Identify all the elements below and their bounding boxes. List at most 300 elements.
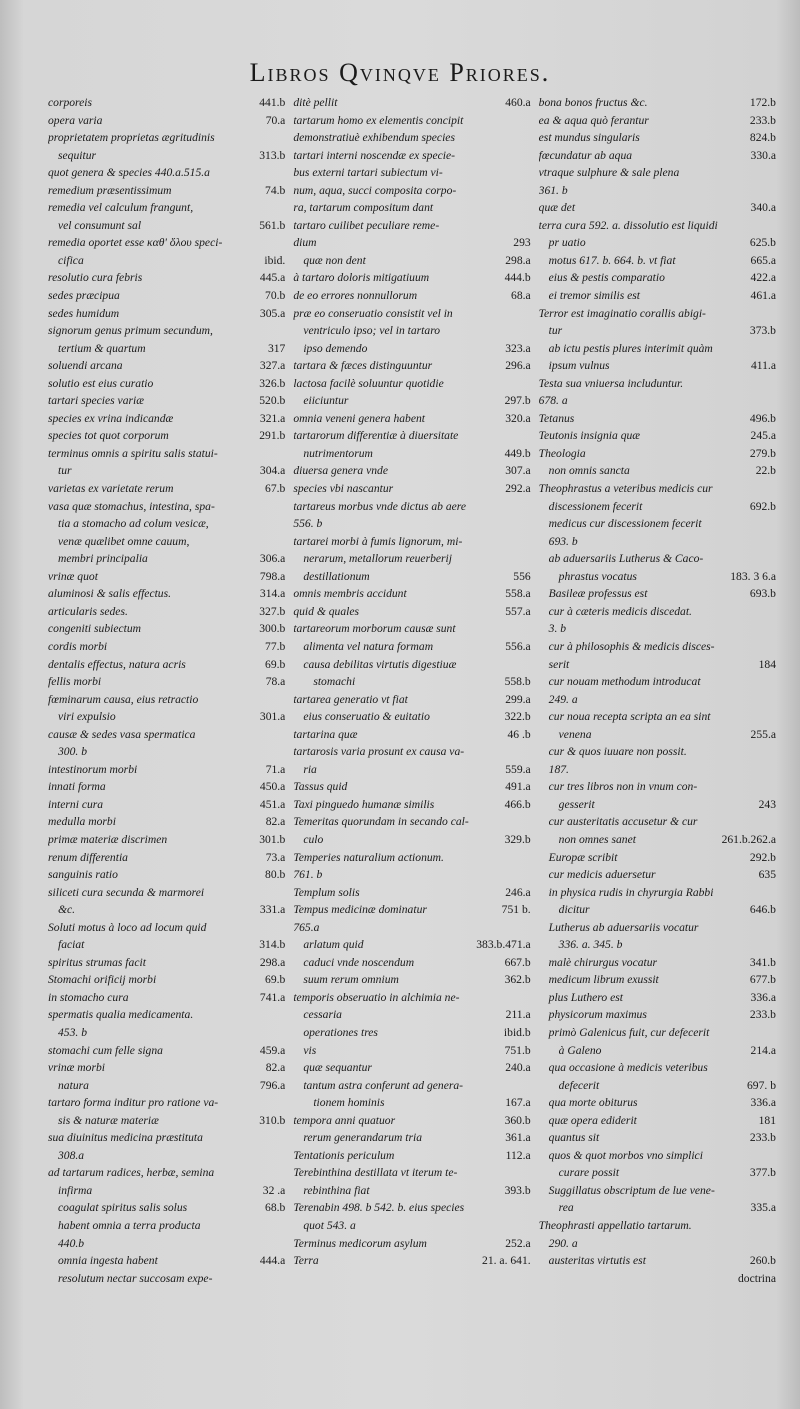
page-reference: 68.a <box>511 289 531 303</box>
page-reference: 556.a <box>505 639 531 653</box>
entry-text: defecerit <box>558 1078 600 1092</box>
index-entry <box>293 1059 530 1077</box>
index-entry <box>293 796 530 814</box>
index-entry <box>293 761 530 779</box>
entry-text: interni cura <box>48 797 104 811</box>
index-entry <box>539 1147 776 1165</box>
index-entry <box>48 989 285 1007</box>
index-entry <box>48 199 285 217</box>
page-reference: 320.a <box>505 411 531 425</box>
entry-text: qua morte obiturus <box>548 1096 638 1110</box>
page-reference: 73.a <box>265 850 286 864</box>
entry-text: curare possit <box>558 1166 620 1180</box>
index-entry <box>48 129 285 147</box>
entry-text: est mundus singularis <box>538 131 640 145</box>
page-reference: 449.b <box>504 446 531 460</box>
index-entry <box>293 708 530 726</box>
entry-text: 336. a. 345. b <box>558 938 623 952</box>
page-reference: 520.b <box>259 394 286 408</box>
page-reference: 422.a <box>750 271 776 285</box>
index-entry <box>48 673 285 691</box>
index-entry <box>293 971 530 989</box>
page-reference: 299.a <box>505 692 531 706</box>
index-entry <box>539 936 776 954</box>
entry-text: tempora anni quatuor <box>293 1113 396 1127</box>
entry-text: proprietatem proprietas ægritudinis <box>48 131 215 145</box>
page-reference: 697. b <box>747 1078 776 1092</box>
page-reference: 667.b <box>504 955 531 969</box>
entry-text: non omnes sanet <box>558 832 636 846</box>
index-entry <box>539 112 776 130</box>
index-entry <box>48 936 285 954</box>
page-reference: 245.a <box>750 429 776 443</box>
index-entry <box>293 445 530 463</box>
index-entry <box>48 954 285 972</box>
index-entry <box>539 498 776 516</box>
page-reference: 451.a <box>259 797 286 811</box>
index-entry <box>293 1006 530 1024</box>
entry-text: cur noua recepta scripta an ea sint <box>548 710 711 724</box>
page-reference: 751 b. <box>501 903 531 917</box>
entry-text: sedes præcipua <box>48 289 120 303</box>
entry-text: dentalis effectus, natura acris <box>48 657 186 671</box>
index-entry <box>293 515 530 533</box>
entry-text: eius & pestis comparatio <box>548 271 665 285</box>
page-reference: 22.b <box>755 464 776 478</box>
index-entry <box>293 322 530 340</box>
entry-text: nutrimentorum <box>303 446 373 460</box>
entry-text: ab aduersariis Lutherus & Caco- <box>548 552 704 566</box>
page-reference: 330.a <box>750 148 776 162</box>
page-reference: 361.a <box>505 1131 531 1145</box>
entry-text: terminus omnis a spiritu salis statui- <box>48 446 218 460</box>
index-entry <box>539 1217 776 1235</box>
entry-text: tionem hominis <box>313 1096 385 1110</box>
index-entry <box>48 1199 285 1217</box>
index-entry <box>48 217 285 235</box>
entry-text: articularis sedes. <box>48 604 128 618</box>
entry-text: de eo errores nonnullorum <box>293 289 418 303</box>
index-entry <box>48 1094 285 1112</box>
index-entry <box>48 1129 285 1147</box>
index-entry <box>539 147 776 165</box>
entry-text: cur à philosophis & medicis disces- <box>548 639 715 653</box>
entry-text: Tentationis periculum <box>293 1148 395 1162</box>
entry-text: Teutonis insignia quæ <box>538 429 641 443</box>
page-reference: 70.b <box>265 289 286 303</box>
index-entry <box>539 427 776 445</box>
page-reference: 233.b <box>749 1131 776 1145</box>
page-reference: 304.a <box>259 464 286 478</box>
index-entry <box>48 357 285 375</box>
entry-text: quos & quot morbos vno simplici <box>548 1148 703 1162</box>
index-entry <box>48 164 285 182</box>
entry-text: venena <box>558 727 592 741</box>
entry-text: quæ non dent <box>303 253 366 267</box>
index-entry <box>48 1024 285 1042</box>
entry-text: tartareorum morborum causæ sunt <box>293 622 456 636</box>
page-reference: 314.a <box>259 587 286 601</box>
entry-text: tartarina quæ <box>293 727 358 741</box>
entry-text: resolutio cura febris <box>48 271 143 285</box>
entry-text: remedium præsentissimum <box>48 183 172 197</box>
index-entry <box>293 1024 530 1042</box>
entry-text: species ex vrina indicandæ <box>48 411 174 425</box>
entry-text: sua diuinitus medicina præstituta <box>48 1131 203 1145</box>
page-reference: 635 <box>758 868 776 882</box>
entry-text: 453. b <box>58 1025 87 1039</box>
index-entry <box>293 1199 530 1217</box>
entry-text: quid & quales <box>293 604 360 618</box>
index-entry <box>293 269 530 287</box>
entry-text: Temeritas quorundam in secando cal- <box>293 815 469 829</box>
entry-text: nerarum, metallorum reuerberij <box>303 552 452 566</box>
entry-text: cifica <box>58 253 84 267</box>
page-reference: 305.a <box>259 306 286 320</box>
index-entry <box>293 410 530 428</box>
entry-text: Terebinthina destillata vt iterum te- <box>293 1166 458 1180</box>
entry-text: medicus cur discessionem fecerit <box>548 517 702 531</box>
index-entry <box>293 1077 530 1095</box>
page-reference: 741.a <box>259 990 286 1004</box>
entry-text: alimenta vel natura formam <box>303 639 434 653</box>
index-entry <box>539 884 776 902</box>
entry-text: austeritas virtutis est <box>548 1254 646 1268</box>
entry-text: diuersa genera vnde <box>293 464 388 478</box>
index-entry <box>293 866 530 884</box>
index-column-2 <box>293 94 530 1394</box>
index-entry <box>539 357 776 375</box>
entry-text: rebinthina fiat <box>303 1183 370 1197</box>
page-reference: 362.b <box>504 973 531 987</box>
index-entry <box>293 989 530 1007</box>
entry-text: stomachi <box>313 675 356 689</box>
entry-text: quot 543. a <box>303 1219 356 1232</box>
entry-text: tartarosis varia prosunt ex causa va- <box>293 745 465 759</box>
entry-text: 361. b <box>538 183 568 197</box>
page-reference: 71.a <box>265 762 286 776</box>
page-reference: 677.b <box>749 973 776 987</box>
entry-text: sis & naturæ materiæ <box>58 1113 159 1127</box>
index-entry <box>293 533 530 551</box>
index-entry <box>293 936 530 954</box>
entry-text: Basileæ professus est <box>548 587 648 601</box>
index-entry <box>48 269 285 287</box>
index-entry <box>48 182 285 200</box>
entry-text: Terra <box>293 1254 319 1268</box>
index-entry <box>293 427 530 445</box>
entry-text: remedia oportet esse καθ' ὅλου speci- <box>48 236 223 250</box>
entry-text: plus Luthero est <box>548 990 623 1004</box>
index-entry <box>293 603 530 621</box>
index-entry <box>48 1252 285 1270</box>
index-entry <box>293 480 530 498</box>
entry-text: cur medicis aduersetur <box>548 868 656 882</box>
index-entry <box>539 849 776 867</box>
index-entry <box>539 480 776 498</box>
index-entry <box>293 234 530 252</box>
entry-text: ditè pellit <box>293 96 338 109</box>
index-entry <box>539 1024 776 1042</box>
index-entry <box>539 340 776 358</box>
index-entry <box>293 1164 530 1182</box>
entry-text: soluendi arcana <box>48 359 123 373</box>
page-reference: 240.a <box>505 1061 531 1075</box>
entry-text: quot genera & species 440.a.515.a <box>48 166 210 180</box>
entry-text: à Galeno <box>558 1043 602 1057</box>
index-entry <box>539 585 776 603</box>
entry-text: in stomacho cura <box>48 990 129 1004</box>
page-reference: 331.a <box>259 903 286 917</box>
index-entry <box>539 813 776 831</box>
page-reference: 246.a <box>505 885 531 899</box>
entry-text: tertium & quartum <box>58 341 146 355</box>
entry-text: malè chirurgus vocatur <box>548 955 658 969</box>
entry-text: omnia ingesta habent <box>58 1254 158 1268</box>
entry-text: ipso demendo <box>303 341 368 355</box>
index-entry <box>539 691 776 709</box>
page-reference: 69.b <box>265 973 286 987</box>
page-reference: 796.a <box>259 1078 286 1092</box>
page-reference: 460.a <box>505 96 531 109</box>
page-reference: 461.a <box>750 289 776 303</box>
page-reference: 307.a <box>505 464 531 478</box>
index-entry <box>293 1094 530 1112</box>
index-entry <box>539 919 776 937</box>
entry-text: omnia veneni genera habent <box>293 411 426 425</box>
page-reference: 693.b <box>749 587 776 601</box>
entry-text: sanguinis ratio <box>48 868 118 882</box>
index-entry <box>48 568 285 586</box>
index-entry <box>293 743 530 761</box>
page-reference: 233.b <box>749 1008 776 1022</box>
page-reference: 557.a <box>505 604 531 618</box>
entry-text: medulla morbi <box>48 815 116 829</box>
index-entry <box>48 796 285 814</box>
entry-text: Terror est imaginatio corallis abigi- <box>538 306 706 320</box>
index-entry <box>539 252 776 270</box>
index-entry <box>48 234 285 252</box>
page-reference: 360.b <box>504 1113 531 1127</box>
entry-text: intestinorum morbi <box>48 762 138 776</box>
index-entry <box>539 1199 776 1217</box>
entry-text: destillationum <box>303 569 370 583</box>
page-reference: 327.a <box>259 359 286 373</box>
index-entry <box>539 445 776 463</box>
index-entry <box>293 620 530 638</box>
entry-text: infirma <box>58 1183 93 1197</box>
index-entry <box>48 1164 285 1182</box>
index-entry <box>539 164 776 182</box>
entry-text: 308.a <box>58 1148 85 1162</box>
page-reference: 459.a <box>259 1043 286 1057</box>
index-entry <box>293 287 530 305</box>
page-reference: 322.b <box>504 710 531 724</box>
page-reference: 335.a <box>750 1201 776 1215</box>
index-entry <box>539 410 776 428</box>
entry-text: signorum genus primum secundum, <box>48 324 213 338</box>
index-entry <box>48 656 285 674</box>
entry-text: natura <box>58 1078 89 1092</box>
index-entry <box>293 901 530 919</box>
index-entry <box>48 340 285 358</box>
index-entry <box>539 287 776 305</box>
entry-text: Terenabin 498. b 542. b. eius species <box>293 1201 465 1215</box>
index-entry <box>539 1042 776 1060</box>
entry-text: ab ictu pestis plures interimit quàm <box>548 341 713 355</box>
entry-text: 187. <box>548 762 569 776</box>
page-reference: ibid.b <box>503 1025 531 1039</box>
index-entry <box>539 1252 776 1270</box>
page-reference: 491.a <box>505 780 531 794</box>
page-reference: 377.b <box>749 1166 776 1180</box>
index-entry <box>539 1164 776 1182</box>
entry-text: cur tres libros non in vnum con- <box>548 780 698 794</box>
index-entry <box>539 796 776 814</box>
entry-text: renum differentia <box>48 850 128 864</box>
index-entry <box>48 1270 285 1288</box>
index-entry <box>48 743 285 761</box>
index-entry <box>48 498 285 516</box>
entry-text: corporeis <box>48 96 93 109</box>
page-reference: 184 <box>758 657 776 671</box>
entry-text: quantus sit <box>548 1131 600 1145</box>
index-entry <box>293 498 530 516</box>
index-entry <box>48 866 285 884</box>
index-entry <box>48 620 285 638</box>
entry-text: medicum librum exussit <box>548 973 659 987</box>
entry-text: Suggillatus obscriptum de lue vene- <box>548 1183 715 1197</box>
entry-text: quæ sequantur <box>303 1061 372 1075</box>
index-entry <box>293 462 530 480</box>
page-reference: 68.b <box>265 1201 286 1215</box>
entry-text: non omnis sancta <box>548 464 630 478</box>
entry-text: causæ & sedes vasa spermatica <box>48 727 196 741</box>
index-entry <box>539 375 776 393</box>
entry-text: arlatum quid <box>303 938 364 952</box>
entry-text: phrastus vocatus <box>558 569 637 583</box>
page-reference: 317 <box>267 341 286 355</box>
page-reference: 321.a <box>259 411 286 425</box>
entry-text: ad tartarum radices, herbæ, semina <box>48 1166 215 1180</box>
index-entry <box>293 340 530 358</box>
index-entry <box>539 831 776 849</box>
index-entry <box>293 778 530 796</box>
entry-text: 290. a <box>548 1236 578 1250</box>
index-entry <box>293 164 530 182</box>
page-reference: 313.b <box>259 148 286 162</box>
entry-text: 440.b <box>58 1236 85 1250</box>
entry-text: Lutherus ab aduersariis vocatur <box>548 920 699 934</box>
page-reference: 329.b <box>504 832 531 846</box>
index-entry <box>48 147 285 165</box>
index-entry <box>539 1235 776 1253</box>
entry-text: vel consumunt sal <box>58 218 142 232</box>
index-entry <box>293 656 530 674</box>
page-reference: 261.b.262.a <box>721 832 776 846</box>
entry-text: 678. a <box>538 394 568 408</box>
entry-text: Theophrastus a veteribus medicis cur <box>538 482 713 496</box>
index-entry <box>48 831 285 849</box>
index-entry <box>293 94 530 112</box>
index-entry <box>48 849 285 867</box>
page-reference: 466.b <box>504 797 531 811</box>
page-reference: 341.b <box>749 955 776 969</box>
index-entry <box>48 445 285 463</box>
entry-text: cessaria <box>303 1008 342 1022</box>
index-entry <box>539 1129 776 1147</box>
page-reference: 692.b <box>749 499 776 513</box>
index-entry <box>539 761 776 779</box>
index-entry <box>293 1042 530 1060</box>
entry-text: spiritus strumas facit <box>48 955 146 969</box>
entry-text: quæ det <box>538 201 576 215</box>
entry-text: ventriculo ipso; vel in tartaro <box>303 324 441 338</box>
entry-text: tartaro forma inditur pro ratione va- <box>48 1096 219 1110</box>
entry-text: faciat <box>58 938 85 952</box>
entry-text: dium <box>293 236 317 250</box>
index-entry <box>293 673 530 691</box>
index-entry <box>48 1059 285 1077</box>
entry-text: Europæ scribit <box>548 850 618 864</box>
index-entry <box>293 305 530 323</box>
entry-text: 556. b <box>293 517 323 531</box>
entry-text: 3. b <box>548 622 567 636</box>
index-entry <box>48 392 285 410</box>
entry-text: primæ materiæ discrimen <box>48 832 168 846</box>
entry-text: qua occasione à medicis veteribus <box>548 1061 708 1075</box>
entry-text: opera varia <box>48 113 103 127</box>
page-reference: 46 .b <box>507 727 531 741</box>
page-reference: 298.a <box>259 955 286 969</box>
index-entry <box>539 866 776 884</box>
page-reference: 301.a <box>259 710 286 724</box>
index-entry <box>48 305 285 323</box>
entry-text: serit <box>548 657 570 671</box>
page-reference: 798.a <box>259 569 286 583</box>
entry-text: cur austeritatis accusetur & cur <box>548 815 698 829</box>
page-reference: 326.b <box>259 376 286 390</box>
index-entry <box>539 1112 776 1130</box>
page-reference: 80.b <box>265 868 286 882</box>
index-entry <box>539 182 776 200</box>
page-reference: 82.a <box>265 815 286 829</box>
index-entry <box>293 392 530 410</box>
index-entry <box>539 743 776 761</box>
index-entry <box>48 252 285 270</box>
index-entry <box>48 884 285 902</box>
page-reference: 297.b <box>504 394 531 408</box>
entry-text: tartarei morbi à fumis lignorum, mi- <box>293 534 463 548</box>
index-entry <box>293 919 530 937</box>
index-entry <box>293 375 530 393</box>
index-entry <box>293 849 530 867</box>
entry-text: discessionem fecerit <box>548 499 643 513</box>
page-reference: 292.b <box>749 850 776 864</box>
entry-text: demonstratiuè exhibendum species <box>293 131 455 145</box>
page-reference: 751.b <box>504 1043 531 1057</box>
index-entry <box>539 603 776 621</box>
index-entry <box>539 954 776 972</box>
page-reference: 558.a <box>505 587 531 601</box>
entry-text: spermatis qualia medicamenta. <box>48 1008 194 1022</box>
index-entry <box>539 217 776 235</box>
entry-text: siliceti cura secunda & marmorei <box>48 885 205 899</box>
entry-text: dicitur <box>558 903 590 917</box>
page-reference: 167.a <box>505 1096 531 1110</box>
index-entry <box>539 199 776 217</box>
page-reference: 301.b <box>259 832 286 846</box>
